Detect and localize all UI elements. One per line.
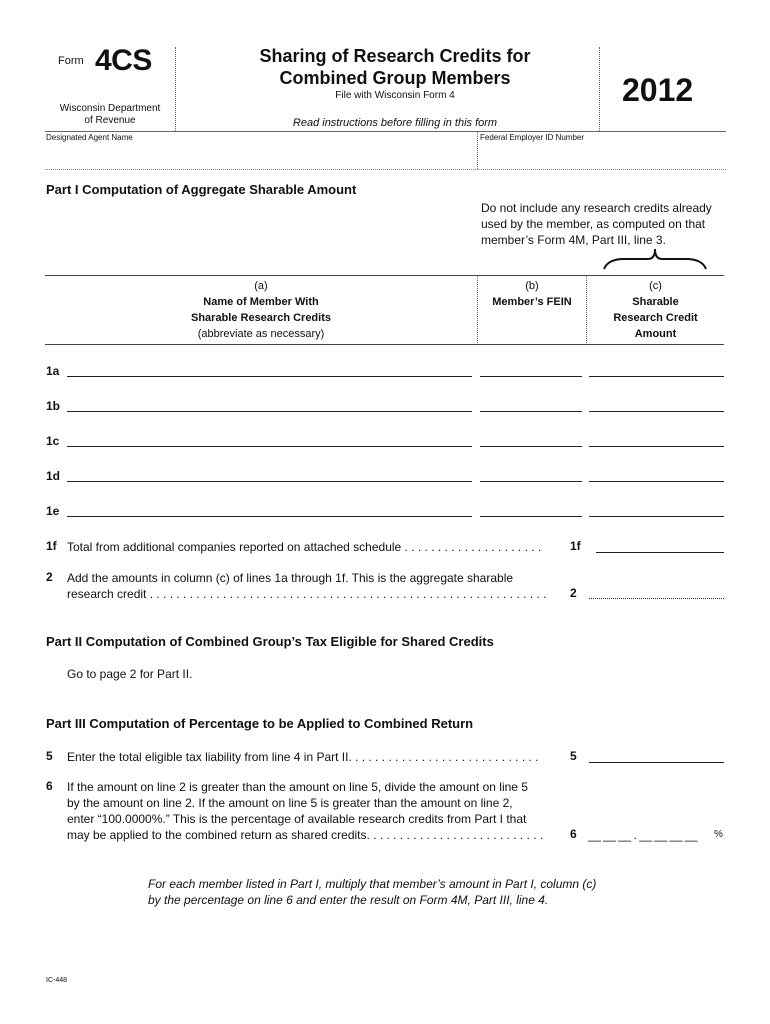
credit-amount-field[interactable] [589, 411, 724, 412]
footer-note-line1: For each member listed in Part I, multiply that member’s amount in Part I, column (c) [148, 877, 597, 891]
line1f-description: Total from additional companies reported on attached schedule [67, 540, 402, 554]
member-fein-field[interactable] [480, 481, 582, 482]
percent-sign: % [714, 829, 723, 840]
line1f-ref: 1f [570, 539, 581, 553]
department-name: Wisconsin Department of Revenue [59, 103, 161, 126]
member-name-field[interactable] [67, 446, 472, 447]
line1f-label: 1f [46, 539, 57, 553]
row-label: 1a [46, 364, 60, 378]
col-b-line1: Member’s FEIN [492, 296, 572, 308]
col-c-line1: Sharable [632, 296, 679, 308]
col-c-line2: Research Credit [613, 312, 698, 324]
member-fein-field[interactable] [480, 446, 582, 447]
line2-label: 2 [46, 570, 53, 584]
form-label: Form [58, 55, 84, 67]
fein-field[interactable] [480, 145, 724, 167]
line5-text [67, 749, 567, 765]
member-fein-field[interactable] [480, 411, 582, 412]
row-label: 1b [46, 399, 61, 413]
footer-note-line2: by the percentage on line 6 and enter the result on Form 4M, Part III, line 4. [148, 893, 549, 907]
part2-text: Go to page 2 for Part II. [67, 667, 193, 681]
member-fein-field[interactable] [480, 376, 582, 377]
line1f-amount-field[interactable] [596, 552, 724, 553]
designated-agent-field[interactable] [46, 145, 474, 167]
line2-text1: Add the amounts in column (c) of lines 1a through 1f. This is the aggregate sharable [67, 571, 514, 585]
form-number: 4CS [95, 44, 152, 77]
line6-text4 [67, 827, 563, 843]
designated-agent-label: Designated Agent Name [46, 133, 133, 142]
row-label: 1d [46, 469, 61, 483]
header-divider-right [599, 47, 600, 131]
line2-text2 [67, 586, 563, 602]
col-a-line2: Sharable Research Credits [190, 312, 331, 324]
row-label: 1c [46, 434, 60, 448]
col-a-line1: Name of Member With [203, 296, 319, 308]
line2-amount-field[interactable] [589, 598, 724, 599]
line6-text2: by the amount on line 2. If the amount on line 5 is greater than the amount on line 2, [67, 796, 513, 810]
leader-dots: . . . . . . . . . . . . . . . . . . . . . . . . . . . . . . . . . . . . . . . . . . . . . . . . . . . . . . . . . . . . [146, 587, 547, 601]
line5-amount-field[interactable] [589, 762, 724, 763]
form-code: IC-448 [46, 977, 68, 984]
percentage-field[interactable]: __ __ __ . __ __ __ __ [588, 828, 698, 842]
tax-year: 2012 [622, 72, 694, 108]
member-name-field[interactable] [67, 481, 472, 482]
fields-divider [477, 131, 478, 169]
part2-heading: Part II Computation of Combined Group’s Tax Eligible for Shared Credits [46, 634, 494, 649]
credit-amount-field[interactable] [589, 376, 724, 377]
row-label: 1e [46, 504, 60, 518]
col-a-header [46, 278, 476, 342]
form-title-line2: Combined Group Members [279, 68, 511, 88]
line5-description: Enter the total eligible tax liability from line 4 in Part II [67, 750, 349, 764]
col-b-letter: (b) [525, 280, 539, 292]
member-fein-field[interactable] [480, 516, 582, 517]
member-name-field[interactable] [67, 376, 472, 377]
line6-ref: 6 [570, 827, 577, 841]
col-c-line3: Amount [634, 328, 677, 340]
footer-note [148, 876, 618, 908]
form-title-line1: Sharing of Research Credits for [259, 46, 531, 66]
credit-amount-field[interactable] [589, 516, 724, 517]
leader-dots: . . . . . . . . . . . . . . . . . . . . . [401, 540, 542, 554]
header-divider-left [175, 47, 176, 131]
brace-icon [602, 247, 708, 273]
member-name-field[interactable] [67, 411, 472, 412]
fein-label: Federal Employer ID Number [480, 133, 585, 142]
line6-label: 6 [46, 779, 53, 793]
part1-heading: Part I Computation of Aggregate Sharable Amount [46, 182, 357, 197]
col-c-letter: (c) [649, 280, 662, 292]
fields-bottom-rule [45, 169, 726, 170]
credit-amount-field[interactable] [589, 481, 724, 482]
line5-label: 5 [46, 749, 53, 763]
line6-text3: enter “100.0000%.” This is the percentage of available research credits from Part I that [67, 812, 527, 826]
line6-text1: If the amount on line 2 is greater than the amount on line 5, divide the amount on line 5 [67, 780, 528, 794]
member-name-field[interactable] [67, 516, 472, 517]
col-b-header [478, 278, 586, 310]
line1f-text [67, 539, 567, 555]
leader-dots: . . . . . . . . . . . . . . . . . . . . . . . . . . . . . [348, 750, 539, 764]
col-a-letter: (a) [254, 280, 268, 292]
line6-description: may be applied to the combined return as shared credits. [67, 828, 370, 842]
line5-ref: 5 [570, 749, 577, 763]
form-title [190, 45, 600, 89]
file-with-text: File with Wisconsin Form 4 [335, 90, 455, 101]
fields-top-rule [45, 131, 726, 132]
line2-description: research credit [67, 587, 147, 601]
col-a-line3: (abbreviate as necessary) [197, 328, 325, 340]
col-c-header [587, 278, 724, 342]
read-instructions-text: Read instructions before filling in this form [292, 117, 498, 129]
leader-dots: . . . . . . . . . . . . . . . . . . . . . . . . . . [369, 828, 544, 842]
line2-ref: 2 [570, 586, 577, 600]
part3-heading: Part III Computation of Percentage to be Applied to Combined Return [46, 716, 474, 731]
credit-amount-field[interactable] [589, 446, 724, 447]
part1-note: Do not include any research credits already used by the member, as computed on that member’s Form 4M, Part III, line 3. [481, 201, 712, 247]
